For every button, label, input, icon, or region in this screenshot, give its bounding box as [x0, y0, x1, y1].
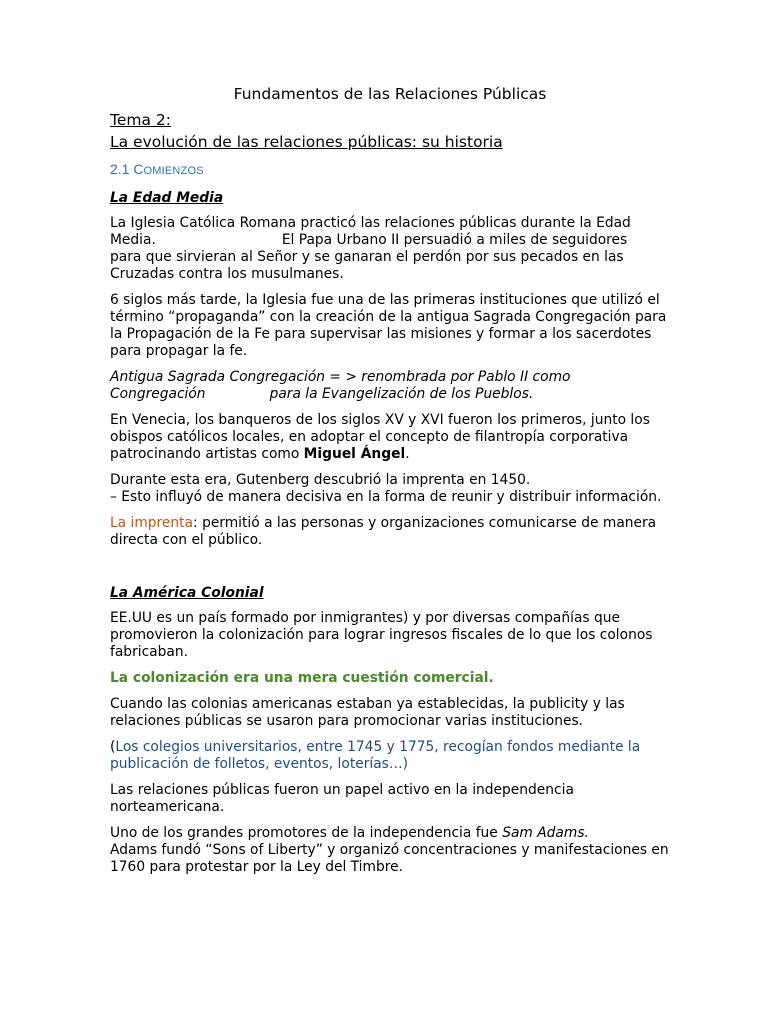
- section-number: 2.1 C: [110, 161, 144, 177]
- edad-media-p5-line1: Durante esta era, Gutenberg descubrió la imprenta en 1450.: [110, 472, 531, 488]
- edad-media-p6-text: : permitió a las personas y organizaciones comunicarse de manera directa con el público.: [110, 515, 657, 548]
- america-p4-open: (: [110, 739, 116, 755]
- america-p4-text: Los colegios universitarios, entre 1745 y 1775, recogían fondos mediante la publicación de folletos, eventos, loterías…): [110, 739, 641, 772]
- edad-media-p1-line4: Cruzadas contra los musulmanes.: [110, 266, 344, 282]
- edad-media-paragraph-6: [110, 515, 670, 549]
- edad-media-p1-line2a: Media.: [110, 232, 156, 248]
- america-p6-line2: Adams fundó “Sons of Liberty” y organizó concentraciones y manifestaciones en 1760 para protestar por la Ley del Timbre.: [110, 842, 669, 875]
- document-subtitle: La evolución de las relaciones públicas: su historia: [110, 133, 503, 151]
- america-paragraph-2: La colonización era una mera cuestión comercial.: [110, 670, 494, 686]
- edad-media-heading: La Edad Media: [110, 190, 224, 206]
- edad-media-p1-line2b: El Papa Urbano II persuadió a miles de seguidores: [281, 232, 628, 248]
- section-title: OMIENZOS: [143, 165, 204, 177]
- document-page: [110, 84, 670, 885]
- section-heading: [110, 159, 670, 181]
- edad-media-p3-line2b: para la Evangelización de los Pueblos.: [269, 386, 534, 402]
- america-paragraph-6: [110, 825, 670, 876]
- edad-media-paragraph-2: 6 siglos más tarde, la Iglesia fue una de las primeras instituciones que utilizó el término “propaganda” con la creación de la antigua Sagrada Congregación para la Propagación de la Fe para supervisar las misiones y formar a los sacerdotes para propagar la fe.: [110, 292, 667, 359]
- section-spacer: [110, 558, 670, 584]
- edad-media-p1-line1: La Iglesia Católica Romana practicó las relaciones públicas durante la Edad: [110, 215, 631, 231]
- tema-label: Tema 2:: [110, 111, 171, 129]
- edad-media-p4-end: .: [405, 446, 410, 462]
- document-title: Fundamentos de las Relaciones Públicas: [233, 85, 547, 103]
- america-colonial-heading: La América Colonial: [110, 585, 264, 601]
- edad-media-paragraph-3: [110, 369, 670, 403]
- imprenta-highlight: La imprenta: [110, 515, 194, 531]
- edad-media-paragraph-4: [110, 412, 670, 463]
- america-paragraph-5: Las relaciones públicas fueron un papel activo en la independencia norteamericana.: [110, 782, 574, 815]
- sam-adams-italic: Sam Adams.: [502, 825, 589, 841]
- america-p6-text: Uno de los grandes promotores de la independencia fue: [110, 825, 503, 841]
- edad-media-p3-line1: Antigua Sagrada Congregación = > renombrada por Pablo II como: [110, 369, 571, 385]
- edad-media-paragraph-1: [110, 215, 670, 283]
- edad-media-p1-line3: para que sirvieran al Señor y se ganaran el perdón por sus pecados en las: [110, 249, 624, 265]
- miguel-angel-bold: Miguel Ángel: [303, 446, 406, 462]
- edad-media-paragraph-5: [110, 472, 670, 506]
- edad-media-p4-text: En Venecia, los banqueros de los siglos XV y XVI fueron los primeros, junto los obispos católicos locales, en adoptar el concepto de filantropía corporativa patrocinando artistas como: [110, 412, 650, 462]
- america-paragraph-3: Cuando las colonias americanas estaban ya establecidas, la publicity y las relaciones públicas se usaron para promocionar varias instituciones.: [110, 696, 625, 729]
- america-paragraph-4: [110, 739, 670, 773]
- america-paragraph-1: EE.UU es un país formado por inmigrantes) y por diversas compañías que promovieron la colonización para lograr ingresos fiscales de lo que los colonos fabricaban.: [110, 610, 653, 660]
- edad-media-p3-line2a: Congregación: [110, 386, 206, 402]
- edad-media-p5-line2: – Esto influyó de manera decisiva en la forma de reunir y distribuir información.: [110, 489, 662, 505]
